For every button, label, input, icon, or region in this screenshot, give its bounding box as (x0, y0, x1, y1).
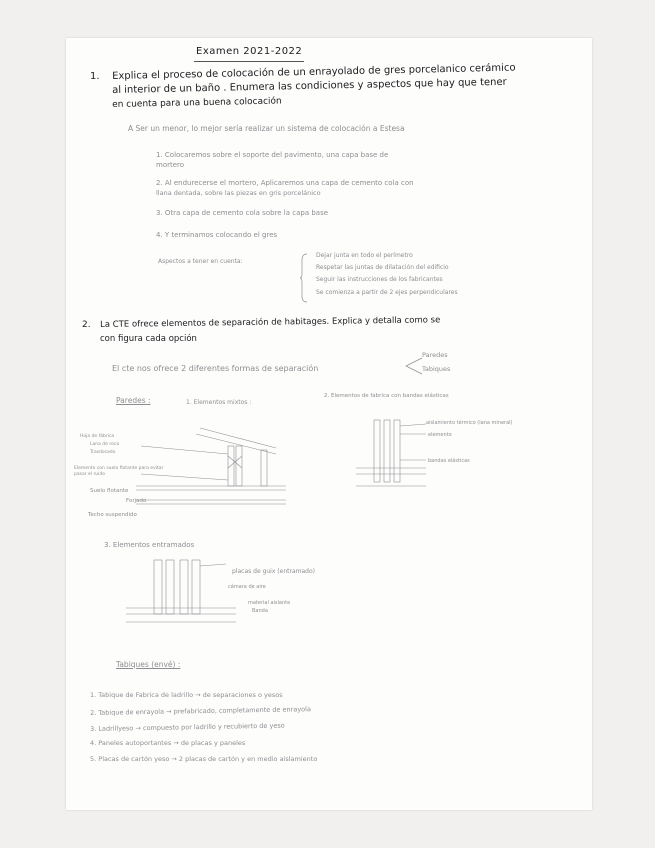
q1-aspect-3: Seguir las instrucciones de los fabricantes (316, 276, 443, 283)
mixtos-label-7: Techo suspendido (88, 512, 137, 518)
tabiques-item-5: 5. Placas de cartón yeso → 2 placas de cartón y en medio aislamiento (90, 755, 318, 763)
mixtos-label-6: Forjado (126, 498, 147, 504)
q1-aspect-1: Dejar junta en todo el perímetro (316, 252, 413, 259)
entramados-label-1: placas de guix (entramado) (232, 568, 315, 575)
tabiques-item-2: 2. Tabique de enrayola → prefabricado, completamente de enrayola (90, 705, 311, 717)
mixtos-label-4: Elemento con suelo flotante para evitar pasar el ruido (74, 466, 164, 477)
q1-step-1a: 1. Colocaremos sobre el soporte del pavimento, una capa base de (156, 151, 389, 159)
q2-line-1: La CTE ofrece elementos de separación de habitages. Explica y detalla como se (100, 315, 441, 330)
q1-aspect-2: Respetar las juntas de dilatación del edificio (316, 264, 449, 271)
mixtos-label-3: Trasdosado (90, 450, 116, 455)
title-underline (194, 60, 306, 63)
bandas-label-1: aislamiento térmico (lana mineral) (426, 420, 513, 426)
q1-step-4: 4. Y terminamos colocando el gres (156, 231, 278, 239)
q1-step-3: 3. Otra capa de cemento cola sobre la capa base (156, 209, 329, 217)
q1-number: 1. (90, 71, 100, 82)
sketch-bandas-elasticas (356, 416, 426, 496)
q1-aspects-label: Aspectos a tener en cuenta: (158, 258, 243, 265)
q1-step-2a: 2. Al endurecerse el mortero, Aplicaremos una capa de cemento cola con (156, 179, 414, 187)
tabiques-label: Tabiques (envé) : (116, 660, 181, 669)
q2-option-paredes: Paredes (422, 351, 448, 359)
q1-line-1: Explica el proceso de colocación de un enrayolado de gres porcelanico cerámico (112, 62, 516, 82)
sketch-entramados (126, 558, 236, 628)
q2-option-tabiques: Tabiques (422, 365, 451, 373)
q2-number: 2. (82, 320, 91, 330)
tabiques-item-4: 4. Paneles autoportantes → de placas y paneles (90, 739, 246, 747)
q2-intro: El cte nos ofrece 2 diferentes formas de separación (112, 364, 319, 373)
paredes-label: Paredes : (116, 396, 151, 405)
q1-line-3: en cuenta para una buena colocación (112, 96, 282, 110)
q1-aspect-4: Se comienza a partir de 2 ejes perpendiculares (316, 289, 458, 296)
entramados-title: 3. Elementos entramados (104, 541, 195, 549)
entramados-label-3: material aislante (248, 600, 291, 606)
mixtos-label-2: Lana de roca (90, 442, 120, 447)
q1-step-1b: mortero (156, 161, 185, 169)
paredes-type-2: 2. Elementos de fabrica con bandas elásticas (324, 393, 449, 399)
bandas-label-3: bandas elásticas (428, 458, 470, 464)
mixtos-label-5: Suelo flotante (90, 488, 129, 494)
q1-line-2: al interior de un baño . Enumera las condiciones y aspectos que hay que tener (112, 76, 507, 96)
entramados-label-4: Banda (252, 608, 268, 614)
exam-sheet (66, 38, 592, 810)
q1-step-2b: llana dentada, sobre las piezas en gris porcelánico (156, 189, 321, 197)
aspects-brace (300, 252, 308, 304)
tabiques-item-1: 1. Tabique de Fabrica de ladrillo → de separaciones o yesos (90, 691, 283, 699)
bandas-label-2: elemento (428, 432, 452, 438)
q1-answer-intro: A Ser un menor, lo mejor sería realizar un sistema de colocación a Estesa (128, 124, 405, 133)
options-bracket (404, 356, 424, 376)
entramados-label-2: cámara de aire (228, 584, 266, 590)
paredes-type-1: 1. Elementos mixtos : (186, 399, 252, 406)
q2-line-2: con figura cada opción (100, 334, 197, 344)
tabiques-item-3: 3. Ladrillyeso → compuesto por ladrillo y recubierto de yeso (90, 721, 285, 733)
exam-title: Examen 2021-2022 (196, 46, 303, 57)
mixtos-label-1: Hoja de fábrica (80, 434, 115, 439)
